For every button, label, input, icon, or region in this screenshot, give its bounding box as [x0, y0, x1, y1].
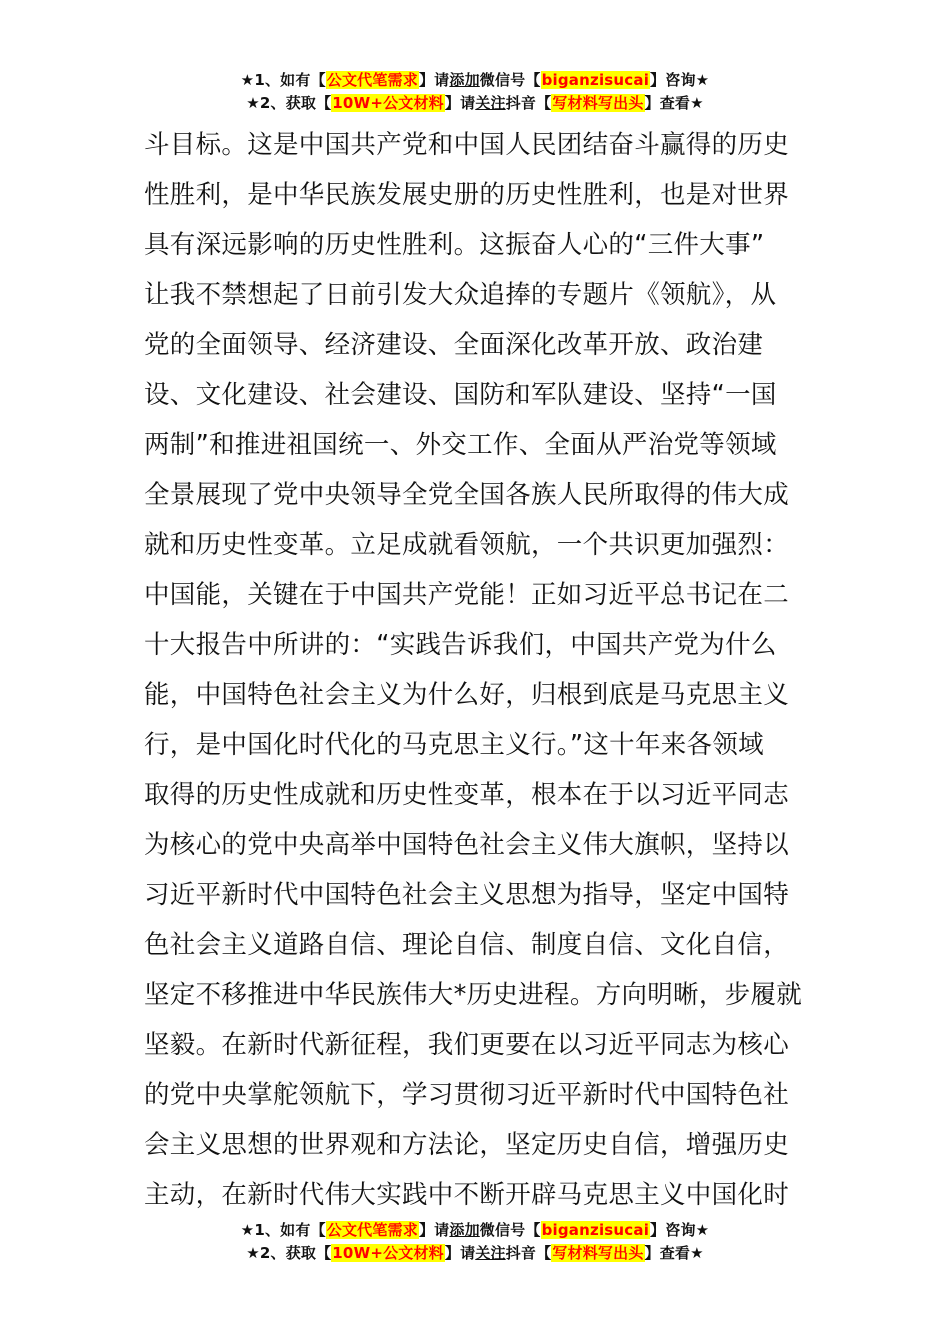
text-line: 具有深远影响的历史性胜利。这振奋人心的“三件大事” — [144, 230, 765, 260]
footer-banner — [0, 1219, 950, 1265]
star-icon: ★ — [246, 1244, 260, 1262]
text-line: 取得的历史性成就和历史性变革，根本在于以习近平同志 — [144, 780, 790, 810]
banner-line-2 — [0, 92, 950, 115]
star-icon: ★ — [690, 1244, 704, 1262]
banner-text: 1、如有【 — [254, 1221, 326, 1239]
header-banner — [0, 69, 950, 115]
banner-text: 2、获取【 — [259, 94, 332, 112]
highlight-service: 公文代笔需求 — [326, 71, 418, 89]
text-line: 主动，在新时代伟大实践中不断开辟马克思主义中国化时 — [144, 1180, 790, 1210]
star-icon: ★ — [695, 71, 710, 89]
banner-text: 】请 — [444, 94, 476, 112]
text-line: 就和历史性变革。立足成就看领航，一个共识更加强烈： — [144, 530, 790, 560]
banner-text: 1、如有【 — [254, 71, 326, 89]
text-line: 性胜利，是中华民族发展史册的历史性胜利，也是对世界 — [144, 180, 790, 210]
banner-text: 2、获取【 — [259, 1244, 332, 1262]
highlight-wechat-id: biganzisucai — [541, 1221, 650, 1239]
text-line: 会主义思想的世界观和方法论，坚定历史自信，增强历史 — [144, 1130, 790, 1160]
banner-text: 】查看 — [644, 1244, 691, 1262]
document-body — [144, 120, 824, 1220]
text-line: 两制”和推进祖国统一、外交工作、全面从严治党等领域 — [144, 430, 777, 460]
highlight-materials: 10W+公文材料 — [332, 1244, 444, 1262]
star-icon: ★ — [240, 71, 255, 89]
underlined-follow: 关注 — [475, 1244, 506, 1262]
banner-line-1 — [0, 69, 950, 92]
text-line: 坚定不移推进中华民族伟大*历史进程。方向明晰，步履就 — [144, 980, 803, 1010]
star-icon: ★ — [690, 94, 704, 112]
star-icon: ★ — [246, 94, 260, 112]
banner-line-2 — [0, 1242, 950, 1265]
text-line: 斗目标。这是中国共产党和中国人民团结奋斗赢得的历史 — [144, 130, 790, 160]
banner-text: 微信号【 — [479, 1221, 541, 1239]
text-line: 的党中央掌舵领航下，学习贯彻习近平新时代中国特色社 — [144, 1080, 790, 1110]
highlight-service: 公文代笔需求 — [326, 1221, 418, 1239]
underlined-add: 添加 — [449, 71, 480, 89]
star-icon: ★ — [695, 1221, 710, 1239]
text-line: 为核心的党中央高举中国特色社会主义伟大旗帜，坚持以 — [144, 830, 790, 860]
banner-text: 微信号【 — [479, 71, 541, 89]
text-line: 全景展现了党中央领导全党全国各族人民所取得的伟大成 — [144, 480, 790, 510]
text-line: 党的全面领导、经济建设、全面深化改革开放、政治建 — [144, 330, 764, 360]
banner-text: 】请 — [418, 71, 450, 89]
banner-text: 抖音【 — [505, 1244, 552, 1262]
banner-line-1 — [0, 1219, 950, 1242]
text-line: 十大报告中所讲的：“实践告诉我们，中国共产党为什么 — [144, 630, 777, 660]
text-line: 习近平新时代中国特色社会主义思想为指导，坚定中国特 — [144, 880, 790, 910]
banner-text: 】请 — [418, 1221, 450, 1239]
banner-text: 】查看 — [644, 94, 691, 112]
banner-text: 】请 — [444, 1244, 476, 1262]
banner-text: 抖音【 — [505, 94, 552, 112]
banner-text: 】咨询 — [650, 71, 696, 89]
star-icon: ★ — [240, 1221, 255, 1239]
highlight-wechat-id: biganzisucai — [541, 71, 650, 89]
underlined-follow: 关注 — [475, 94, 506, 112]
text-line: 让我不禁想起了日前引发大众追捧的专题片《领航》，从 — [144, 280, 777, 310]
banner-text: 】咨询 — [650, 1221, 696, 1239]
underlined-add: 添加 — [449, 1221, 480, 1239]
text-line: 色社会主义道路自信、理论自信、制度自信、文化自信， — [144, 930, 790, 960]
text-line: 坚毅。在新时代新征程，我们更要在以习近平同志为核心 — [144, 1030, 790, 1060]
highlight-douyin-account: 写材料写出头 — [552, 1244, 644, 1262]
text-line: 能，中国特色社会主义为什么好，归根到底是马克思主义 — [144, 680, 790, 710]
text-line: 行，是中国化时代化的马克思主义行。”这十年来各领域 — [144, 730, 764, 760]
highlight-douyin-account: 写材料写出头 — [552, 94, 644, 112]
text-line: 中国能，关键在于中国共产党能！正如习近平总书记在二 — [144, 580, 790, 610]
highlight-materials: 10W+公文材料 — [332, 94, 444, 112]
text-line: 设、文化建设、社会建设、国防和军队建设、坚持“一国 — [144, 380, 777, 410]
